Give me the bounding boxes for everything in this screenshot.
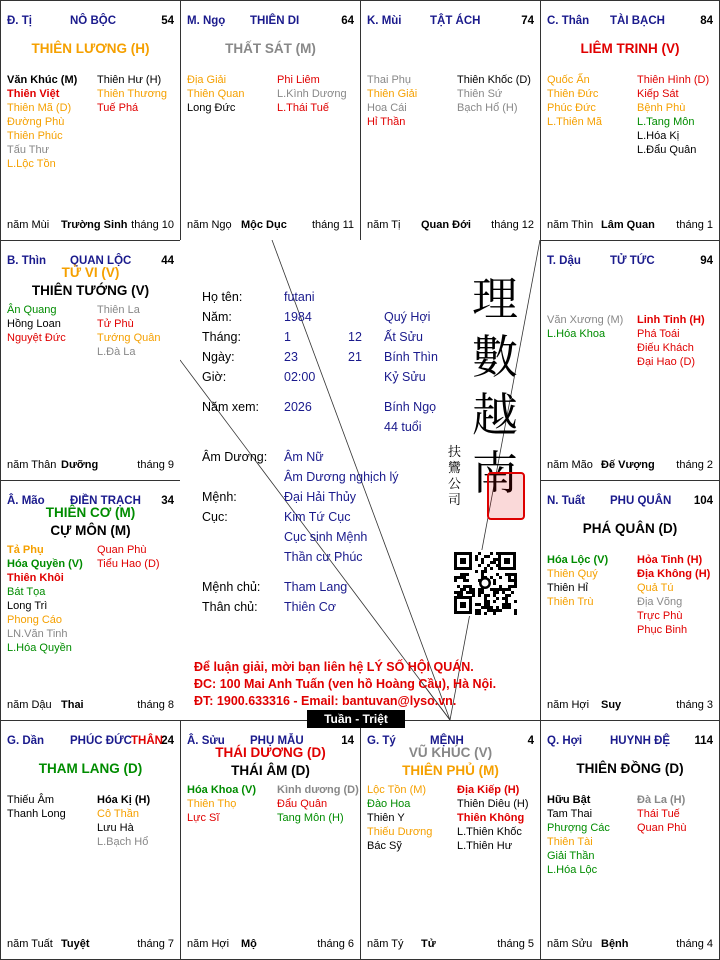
minor-star: Tả Phụ [7, 544, 44, 556]
calligraphy-char: 南 [472, 446, 518, 500]
ho-ten-label: Họ tên: [202, 290, 243, 304]
palace-name: ĐIỀN TRẠCH [70, 495, 141, 507]
minor-star: Quan Phù [637, 822, 687, 834]
palace-can-chi: T. Dậu [547, 255, 581, 267]
minor-star: Thiên Không [457, 812, 525, 824]
minor-star: L.Thái Tuế [277, 102, 329, 114]
palace-can-chi: G. Tý [367, 735, 396, 747]
minor-star: Thiên Khôi [7, 572, 64, 584]
minor-star: Bác Sỹ [367, 840, 402, 852]
minor-star: Thiên Phúc [7, 130, 63, 142]
minor-star: Long Đức [187, 102, 236, 114]
palace-footer [7, 219, 174, 233]
palace-ti[interactable] [0, 0, 181, 241]
thang-al-value: 12 [348, 330, 362, 344]
minor-star: L.Hóa Khoa [547, 328, 606, 340]
palace-footer [7, 938, 174, 952]
footer-month: tháng 12 [491, 219, 534, 231]
minor-star: Điếu Khách [637, 342, 694, 354]
minor-star: Giải Thần [547, 850, 595, 862]
palace-age-number: 34 [161, 495, 174, 507]
minor-stars-left [7, 73, 77, 171]
minor-star: Tuế Phá [97, 102, 139, 114]
minor-stars-left [547, 313, 623, 341]
gio-label: Giờ: [202, 370, 227, 384]
minor-star: Lực Sĩ [187, 812, 220, 824]
minor-star: LN.Văn Tinh [7, 628, 68, 640]
footer-stage: Thai [61, 699, 84, 711]
tuan-triet-label: Tuần - Triệt [307, 710, 405, 728]
footer-year: năm Mão [547, 459, 593, 471]
palace-name: NÔ BỘC [70, 15, 116, 27]
minor-star: Thiên Hình (D) [637, 74, 710, 86]
palace-name: TÀI BẠCH [610, 15, 665, 27]
palace-name: PHỤ MẪU [250, 735, 304, 747]
minor-stars-left [547, 73, 602, 129]
footer-year: năm Thìn [547, 219, 594, 231]
minor-star: Tang Môn (H) [277, 812, 344, 824]
palace-tuat[interactable] [540, 480, 720, 721]
minor-stars-right [97, 73, 167, 115]
minor-star: Tử Phù [97, 318, 134, 330]
minor-stars-left [367, 783, 432, 853]
palace-than[interactable] [540, 0, 720, 241]
minor-star: Ân Quang [7, 304, 57, 316]
menh-value: Đại Hải Thủy [284, 490, 357, 504]
footer-stage: Quan Đới [421, 219, 471, 231]
minor-stars-right [637, 313, 705, 369]
minor-stars-right [277, 73, 347, 115]
palace-footer [367, 219, 534, 233]
minor-star: Quan Phù [97, 544, 147, 556]
minor-star: Bạch Hổ (H) [457, 102, 518, 114]
footer-stage: Dưỡng [61, 459, 99, 471]
palace-footer [547, 459, 713, 473]
minor-star: Đẩu Quân [277, 798, 328, 810]
main-star: VŨ KHÚC (V) [408, 745, 493, 760]
menhchu-label: Mệnh chủ: [202, 580, 261, 594]
minor-star: L.Bạch Hổ [97, 836, 149, 848]
palace-name: MỆNH [430, 735, 464, 747]
minor-star: Cô Thần [97, 808, 139, 820]
minor-star: Kiếp Sát [637, 88, 679, 100]
minor-star: Lưu Hà [97, 822, 134, 834]
palace-age-number: 4 [527, 735, 534, 747]
footer-month: tháng 6 [317, 938, 354, 950]
thang-can-value: Ất Sửu [384, 330, 423, 344]
minor-star: Đà La (H) [637, 794, 686, 806]
palace-age-number: 104 [693, 495, 713, 507]
main-star: THÁI DƯƠNG (D) [215, 745, 326, 760]
palace-mao[interactable] [0, 480, 181, 721]
minor-star: L.Tang Môn [637, 116, 695, 128]
contact-line2: ĐC: 100 Mai Anh Tuấn (ven hồ Hoàng Cầu), Hà Nội. [194, 677, 497, 691]
palace-footer [187, 938, 354, 952]
main-star: THIÊN PHỦ (M) [402, 763, 499, 778]
minor-star: Địa Võng [637, 596, 683, 608]
red-stamp [487, 472, 525, 520]
palace-age-number: 14 [341, 735, 354, 747]
minor-star: Long Trì [7, 600, 48, 612]
footer-month: tháng 5 [497, 938, 534, 950]
footer-stage: Mộ [241, 938, 257, 950]
minor-star: Linh Tinh (H) [637, 314, 705, 326]
palace-can-chi: B. Thìn [7, 255, 46, 267]
footer-year: năm Tuất [7, 938, 53, 950]
cuc-label: Cục: [202, 510, 228, 524]
palace-footer [7, 699, 174, 713]
palace-name: TẬT ÁCH [430, 15, 481, 27]
minor-star: Thiên Quý [547, 568, 598, 580]
minor-star: Địa Giải [187, 74, 227, 86]
minor-star: L.Hóa Quyền [7, 642, 72, 654]
footer-month: tháng 3 [676, 699, 713, 711]
minor-stars-right [457, 73, 531, 115]
namxem-label: Năm xem: [202, 400, 259, 414]
namxem-value: 2026 [284, 400, 312, 414]
thang-value: 1 [284, 330, 291, 344]
ngay-al-value: 21 [348, 350, 362, 364]
palace-name: QUAN LỘC [70, 255, 132, 267]
minor-stars-right [97, 303, 161, 359]
minor-star: Kình dương (D) [277, 784, 359, 796]
minor-star: Đường Phù [7, 116, 65, 128]
palace-name: HUYNH ĐỆ [610, 735, 671, 747]
thanchu-label: Thân chủ: [202, 600, 258, 614]
minor-star: Trực Phù [637, 610, 683, 622]
palace-suu[interactable] [180, 720, 361, 960]
minor-star: L.Thiên Mã [547, 116, 603, 128]
main-star: THAM LANG (D) [38, 761, 143, 776]
amduong1-value: Âm Nữ [284, 450, 324, 464]
minor-star: Thiếu Âm [7, 794, 55, 806]
ngay-label: Ngày: [202, 350, 235, 364]
palace-can-chi: Â. Sửu [187, 735, 225, 747]
minor-star: Thiên Tài [547, 836, 593, 848]
footer-month: tháng 9 [137, 459, 174, 471]
minor-star: Thiếu Dương [367, 826, 433, 838]
minor-star: L.Lộc Tồn [7, 158, 56, 170]
minor-star: Thiên Hỉ [547, 582, 588, 594]
minor-star: Thiên Quan [187, 88, 245, 100]
palace-footer [547, 699, 713, 713]
minor-stars-right [457, 783, 529, 853]
footer-year: năm Ngọ [187, 219, 232, 231]
main-star: THÁI ÂM (D) [231, 763, 310, 778]
minor-star: Hóa Quyền (V) [7, 558, 83, 570]
minor-star: Thiên Việt [7, 88, 60, 100]
footer-year: năm Tý [367, 938, 404, 950]
minor-star: Thai Phụ [367, 74, 412, 86]
footer-year: năm Hợi [187, 938, 230, 950]
footer-year: năm Sửu [547, 938, 593, 950]
minor-star: Thiên Sứ [457, 88, 503, 100]
cuc3-value: Thần cư Phúc [284, 550, 363, 564]
minor-stars-left [367, 73, 417, 129]
palace-hoi[interactable] [540, 720, 720, 960]
palace-can-chi: Q. Hợi [547, 735, 583, 747]
minor-stars-right [637, 73, 709, 157]
main-star: THIÊN TƯỚNG (V) [31, 283, 150, 298]
footer-stage: Suy [601, 699, 622, 711]
minor-stars-left [7, 793, 66, 821]
minor-star: Thiên Y [367, 812, 405, 824]
main-star: THẤT SÁT (M) [225, 41, 316, 56]
menh-label: Mệnh: [202, 490, 237, 504]
contact-line3: ĐT: 1900.633316 - Email: bantuvan@lyso.vn. [194, 694, 457, 708]
calligraphy-char: 數 [472, 330, 518, 384]
minor-star: Văn Khúc (M) [7, 74, 78, 86]
palace-footer [547, 938, 713, 952]
ngay-value: 23 [284, 350, 298, 364]
palace-can-chi: M. Ngọ [187, 15, 226, 27]
minor-star: L.Thiên Hư [457, 840, 513, 852]
namxem-can-value: Bính Ngọ [384, 400, 437, 414]
amduong2-value: Âm Dương nghịch lý [284, 470, 399, 484]
nam-value: 1984 [284, 310, 312, 324]
minor-star: Tam Thai [547, 808, 593, 820]
minor-star: Địa Kiếp (H) [457, 784, 520, 796]
calligraphy-logo [465, 270, 525, 502]
gio-value: 02:00 [284, 370, 316, 384]
minor-stars-left [187, 783, 256, 825]
palace-ngo[interactable] [180, 0, 361, 241]
footer-month: tháng 2 [676, 459, 713, 471]
footer-stage: Bệnh [601, 938, 629, 950]
minor-star: Địa Không (H) [637, 568, 711, 580]
footer-month: tháng 4 [676, 938, 713, 950]
ho-ten-value: futani [284, 290, 315, 304]
nam-label: Năm: [202, 310, 232, 324]
palace-name: THIÊN DI [250, 15, 300, 27]
footer-month: tháng 8 [137, 699, 174, 711]
minor-star: L.Hóa Lộc [547, 864, 598, 876]
palace-dau[interactable] [540, 240, 720, 481]
contact-line1: Để luận giải, mời bạn liên hệ LÝ SỐ HỘI QUÁN. [194, 660, 474, 674]
minor-star: L.Đẩu Quân [637, 144, 697, 156]
tuoi-value: 44 tuổi [384, 420, 422, 434]
minor-star: Thiên La [97, 304, 140, 316]
palace-name: PHÚC ĐỨC [70, 735, 132, 747]
thang-label: Tháng: [202, 330, 241, 344]
palace-footer [187, 219, 354, 233]
footer-month: tháng 7 [137, 938, 174, 950]
minor-star: Phúc Đức [547, 102, 596, 114]
ngay-can-value: Bính Thìn [384, 350, 438, 364]
minor-star: L.Đà La [97, 346, 136, 358]
minor-star: Tiểu Hao (D) [97, 558, 160, 570]
palace-can-chi: G. Dần [7, 735, 45, 747]
palace-can-chi: N. Tuất [547, 495, 586, 507]
footer-year: năm Tị [367, 219, 401, 231]
main-star: CỰ MÔN (M) [50, 523, 131, 538]
gio-can-value: Kỷ Sửu [384, 370, 426, 384]
minor-star: Thiên Khốc (D) [457, 74, 531, 86]
cuc1-value: Kim Tứ Cục [284, 510, 351, 524]
minor-star: Thiên Thương [97, 88, 168, 100]
footer-stage: Mộc Dục [241, 219, 287, 231]
footer-year: năm Hợi [547, 699, 590, 711]
minor-stars-right [277, 783, 359, 825]
amduong-label: Âm Dương: [202, 450, 268, 464]
minor-star: Thiên Thọ [187, 798, 237, 810]
minor-star: Tướng Quân [97, 332, 161, 344]
palace-can-chi: Đ. Tị [7, 15, 32, 27]
minor-star: Phi Liêm [277, 74, 320, 86]
palace-can-chi: Â. Mão [7, 495, 45, 507]
minor-star: Thiên Diêu (H) [457, 798, 529, 810]
cuc2-value: Cục sinh Mệnh [284, 530, 368, 544]
minor-star: Thiên Hư (H) [97, 74, 162, 86]
minor-star: Bát Tọa [7, 586, 46, 598]
minor-star: Thiên Trù [547, 596, 594, 608]
palace-age-number: 84 [700, 15, 713, 27]
palace-mui[interactable] [360, 0, 541, 241]
minor-star: Bệnh Phù [637, 102, 686, 114]
minor-star: Văn Xương (M) [547, 314, 624, 326]
palace-can-chi: K. Mùi [367, 15, 402, 27]
minor-star: Phá Toái [637, 328, 680, 340]
minor-star: Nguyệt Đức [7, 332, 66, 344]
minor-stars-right [637, 553, 710, 637]
calligraphy-char: 越 [472, 388, 518, 442]
minor-star: Quả Tú [637, 582, 674, 594]
nam-can-value: Quý Hợi [384, 310, 431, 324]
palace-footer [547, 219, 713, 233]
footer-month: tháng 1 [676, 219, 713, 231]
palace-thin[interactable] [0, 240, 181, 481]
minor-stars-left [7, 303, 66, 345]
minor-star: Phục Binh [637, 624, 688, 636]
footer-stage: Tử [421, 938, 436, 950]
minor-star: Đại Hao (D) [637, 356, 696, 368]
minor-star: Phượng Các [547, 822, 610, 834]
palace-age-number: 114 [694, 735, 713, 747]
main-star: THIÊN LƯƠNG (H) [31, 41, 150, 56]
menhchu-value: Tham Lang [284, 580, 348, 594]
minor-stars-right [637, 793, 687, 835]
footer-stage: Lâm Quan [601, 219, 655, 231]
minor-star: Hóa Lộc (V) [547, 554, 609, 566]
minor-star: Thái Tuế [637, 808, 680, 820]
minor-star: Hóa Khoa (V) [187, 784, 257, 796]
palace-ty[interactable] [360, 720, 541, 960]
minor-stars-left [547, 553, 608, 609]
footer-year: năm Dậu [7, 699, 52, 711]
main-star: THIÊN CƠ (M) [45, 505, 136, 520]
minor-star: Lộc Tồn (M) [367, 784, 427, 796]
minor-star: Thiên Mã (D) [7, 102, 72, 114]
minor-stars-right [97, 793, 150, 849]
footer-year: năm Thân [7, 459, 57, 471]
palace-age-number: 24 [161, 735, 174, 747]
minor-star: Thiên Đức [547, 88, 599, 100]
minor-stars-left [547, 793, 610, 877]
palace-footer [367, 938, 534, 952]
footer-year: năm Mùi [7, 219, 50, 231]
main-star: LIÊM TRINH (V) [580, 41, 680, 56]
minor-star: Phong Cáo [7, 614, 63, 626]
palace-name: PHU QUÂN [610, 495, 672, 507]
footer-month: tháng 10 [131, 219, 174, 231]
thanchu-value: Thiên Cơ [284, 600, 336, 614]
calligraphy-char: 理 [472, 272, 518, 326]
than-marker: THÂN [131, 735, 163, 747]
palace-age-number: 74 [521, 15, 534, 27]
minor-stars-right [97, 543, 160, 571]
main-star: PHÁ QUÂN (D) [582, 521, 678, 536]
palace-age-number: 64 [341, 15, 354, 27]
palace-name: TỬ TỨC [610, 255, 655, 267]
palace-age-number: 44 [161, 255, 174, 267]
footer-stage: Tuyệt [61, 938, 90, 950]
footer-stage: Đế Vượng [601, 459, 655, 471]
center-info-panel [180, 240, 540, 720]
minor-star: Đào Hoa [367, 798, 411, 810]
minor-star: Tấu Thư [7, 144, 50, 156]
palace-footer [7, 459, 174, 473]
minor-star: Hữu Bật [547, 794, 591, 806]
minor-stars-left [187, 73, 244, 115]
minor-star: Hoa Cái [367, 102, 407, 114]
minor-star: Hồng Loan [7, 318, 61, 330]
palace-can-chi: C. Thân [547, 15, 590, 27]
minor-star: Thanh Long [7, 808, 66, 820]
minor-star: Hỏa Tinh (H) [637, 554, 703, 566]
minor-star: L.Kình Dương [277, 88, 347, 100]
palace-age-number: 54 [161, 15, 174, 27]
minor-star: Hỉ Thần [367, 116, 406, 128]
company-seal-text: 扶鸞公司 [448, 445, 462, 508]
palace-age-number: 94 [700, 255, 713, 267]
minor-star: Quốc Ấn [547, 74, 590, 86]
main-star: THIÊN ĐỒNG (D) [576, 761, 684, 776]
minor-star: L.Thiên Khốc [457, 826, 522, 838]
footer-stage: Trường Sinh [61, 219, 128, 231]
minor-star: Thiên Giải [367, 88, 418, 100]
palace-dan[interactable] [0, 720, 181, 960]
minor-star: Hóa Kị (H) [97, 794, 151, 806]
footer-month: tháng 11 [311, 219, 354, 231]
main-star: TỬ VI (V) [61, 265, 120, 280]
qr-code-icon[interactable] [452, 550, 518, 616]
minor-star: L.Hóa Kị [637, 130, 680, 142]
minor-stars-left [7, 543, 83, 655]
